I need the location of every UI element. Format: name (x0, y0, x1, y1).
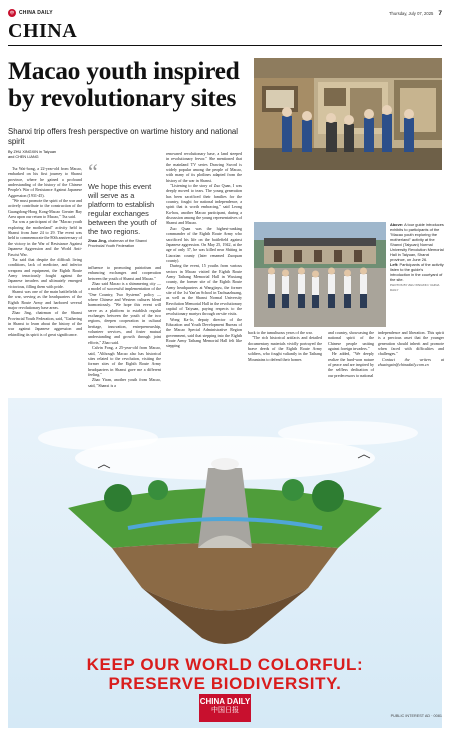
paper-name: CHINA DAILY (19, 10, 53, 16)
pull-quote-attribution (88, 239, 161, 249)
photo-exhibition-hall (254, 58, 442, 170)
photo-caption (390, 222, 444, 293)
pull-quote (88, 159, 161, 249)
paragraph: Zhao Yiran, another youth from Macao, said, "Shanxi is a (88, 377, 161, 388)
ad-slogan-line-1: KEEP OUR WORLD COLORFUL: (86, 655, 364, 674)
paragraph: "Listening to the story of Zuo Quan, I was deeply moved to tears. The young generation has been sacrificed their families for the country, fought for national independence, a spirit that is worth embracing," said Leong Ka-hou, another Macao participant, during a discussion among the young representatives of Shanxi and Macao. (166, 183, 242, 226)
floating-island-illustration (8, 398, 442, 653)
photo-courtyard-group (254, 222, 386, 327)
paragraph: He added, "We deeply realize the hard-won nature of peace and are inspired by the selfless dedication of our predecessors to national (328, 351, 374, 378)
page-number: 7 (438, 9, 442, 17)
public-interest-ad (8, 398, 442, 728)
paragraph: Shanxi was one of the main battlefields of the war, serving as the headquarters of the Eighth Route Army and harbored several major revolutionary base areas. (8, 288, 82, 310)
exhibition-hall-image (254, 58, 442, 170)
issue-date: Thursday, July 07, 2025 (388, 10, 434, 16)
article-column-6 (378, 330, 444, 367)
paragraph: "We must promote the spirit of the war and actively contribute to the construction of the Guangdong-Hong Kong-Macao Greater Bay Area upon our return to Macao," Tsz said. (8, 198, 82, 220)
pull-quote-text: We hope this event will serve as a platform to establish regular exchanges between the youth of the two regions. (88, 182, 157, 236)
byline-line-2: and CHEN LIANG (8, 155, 39, 159)
article-column-4 (248, 330, 322, 362)
quote-mark-icon: “ (88, 159, 98, 184)
caption-left-text: Participants of the activity listen to the guide's introduction in the courtyard of the site. (390, 262, 444, 282)
photo-credit: PHOTOS BY ZHU XINGXIN / CHINA DAILY (390, 283, 440, 292)
courtyard-group-image (254, 222, 386, 327)
article-byline (8, 150, 83, 160)
public-interest-ad-label: PUBLIC INTEREST AD · 0081 (390, 714, 442, 718)
china-daily-ad-logo (199, 694, 251, 722)
paragraph: During the event, 15 youths from various sectors in Macao visited the Eighth Route Army Taihang Memorial Hall in Wuxiang county, the former site of the Eighth Route Army headquarters at Wangjiayu, the former site of the 1st Yan'an School in Taohuazhuang, as well as the Shanxi Normal University Revolution Memorial Hall in the revolutionary capital of Taiyuan, paying respects to the revolutionary martyrs through on-site visits. (166, 263, 242, 317)
section-divider (8, 45, 442, 46)
page-masthead (8, 7, 442, 19)
paragraph: Calvin Fong, a 25-year-old from Macao, said, "Although Macao also has historical sites related to the revolution, visiting the former sites of the Eighth Route Army headquarters in Shanxi gave me a different feeling." (88, 345, 161, 377)
paragraph: renowned revolutionary base, a land steeped in revolutionary fervor." She mentioned that the mainland TV series Drawing Sword is widely popular among the people of Macao, with many of its plotlines adapted from the history of the war in Shanxi. (166, 151, 242, 183)
paragraph: Zuo Quan was the highest-ranking commander of the Eighth Route Army who sacrificed his life on the battlefield against Japanese aggression. On May 25, 1942, at the age of only 37, he was killed near Shiting in Liaoxian county (later renamed Zuoquan county). (166, 225, 242, 263)
paragraph: and country, showcasing the national spirit of the Chinese people uniting against foreign invaders." (328, 330, 374, 352)
caption-left-label: Left: (390, 262, 399, 267)
article-dek: Shanxi trip offers fresh perspective on wartime history and national spirit (8, 127, 238, 146)
pull-quote-role: chairman of the Shanxi Provincial Youth Federation (88, 239, 147, 248)
byline-line-1: By ZHU XINGXIN in Taiyuan (8, 150, 57, 154)
paragraph: Tsz Wai-hong, a 22-year-old from Macao, embarked on his first journey to Shanxi province, where he gained a profound understanding of the history of the Chinese People's War of Resistance Against Japanese Aggression (1931-45). (8, 166, 82, 198)
paragraph: "The rich historical artifacts and detailed documentary materials vividly portrayed the brave deeds of the Eighth Route Army soldiers, who fought valiantly in the Taihang Mountains to defend their homes (248, 335, 322, 362)
paragraph: Zhao Jing, chairman of the Shanxi Provincial Youth Federation, said, "Gathering in Shanxi to learn about the history of the war against Japanese aggression and rekindling its spirit is of great significance. (8, 310, 82, 337)
article-headline: Macao youth inspired by revolutionary sites (8, 56, 240, 112)
paragraph: Wong Ka-lo, deputy director of the Education and Youth Development Bureau of the Macao Special Administrative Region government, said that stepping into the Eighth Route Army Taihang Memorial Hall felt like stepping (166, 316, 242, 349)
section-title: CHINA (8, 20, 78, 42)
paragraph: influence to promoting patriotism and enhancing exchanges and cooperation between the youth of Shanxi and Macao." (88, 265, 161, 281)
article-column-3 (166, 151, 242, 349)
article-column-5 (328, 330, 374, 378)
article-column-2 (88, 265, 161, 388)
ad-slogan (8, 655, 442, 693)
paragraph: Tsz said that despite the difficult living conditions, lack of medicine, and inferior weapons and equipment, the Eighth Route Army tenaciously fought against the Japanese invaders and ultimately emerged victorious, filling them with pride. (8, 256, 82, 289)
article-column-1 (8, 166, 82, 337)
paragraph: Zhao said Macao is a shimmering city — a model of successful implementation of the "One Country, Two Systems" policy — where Chinese and Western cultures blend harmoniously. "We hope this event will serve as a platform to establish regular exchanges between the youth of the two regions, deepen cooperation in cultural heritage, innovation, entrepreneurship, volunteer services, and foster mutual understanding and growth through joint efforts," Zhao said. (88, 281, 161, 345)
contact-line: Contact the writers at zhuxingxin@chinadaily.com.cn (378, 356, 444, 368)
ad-logo-en: CHINA DAILY (199, 697, 251, 706)
pull-quote-name: Zhao Jing, (88, 239, 107, 243)
paragraph: back to the tumultuous years of the war. (248, 330, 313, 335)
caption-above-text: A tour guide introduces exhibits to participants of the "Macao youth exploring the motherland" activity at the Shanxi (Taiyuan) Normal University Revolution Memorial Hall in Taiyuan, Shanxi province, on June 26. (390, 222, 444, 262)
caption-above-label: Above: (390, 222, 404, 227)
ad-slogan-line-2: PRESERVE BIODIVERSITY. (108, 674, 342, 693)
paragraph: independence and liberation. This spirit is a precious asset that the younger generation should inherit and promote when faced with difficulties and challenges." (378, 330, 444, 357)
china-daily-logo-icon: 中 (10, 10, 14, 15)
paragraph: Tsz was a participant of the "Macao youth exploring the motherland" activity held in Shanxi from June 24 to 29. The event was held to commemorate the 80th anniversary of the victory in the War of Resistance Against Japanese Aggression and the World Anti-Fascist War. (8, 219, 82, 257)
ad-logo-cn: 中国日报 (211, 707, 239, 714)
